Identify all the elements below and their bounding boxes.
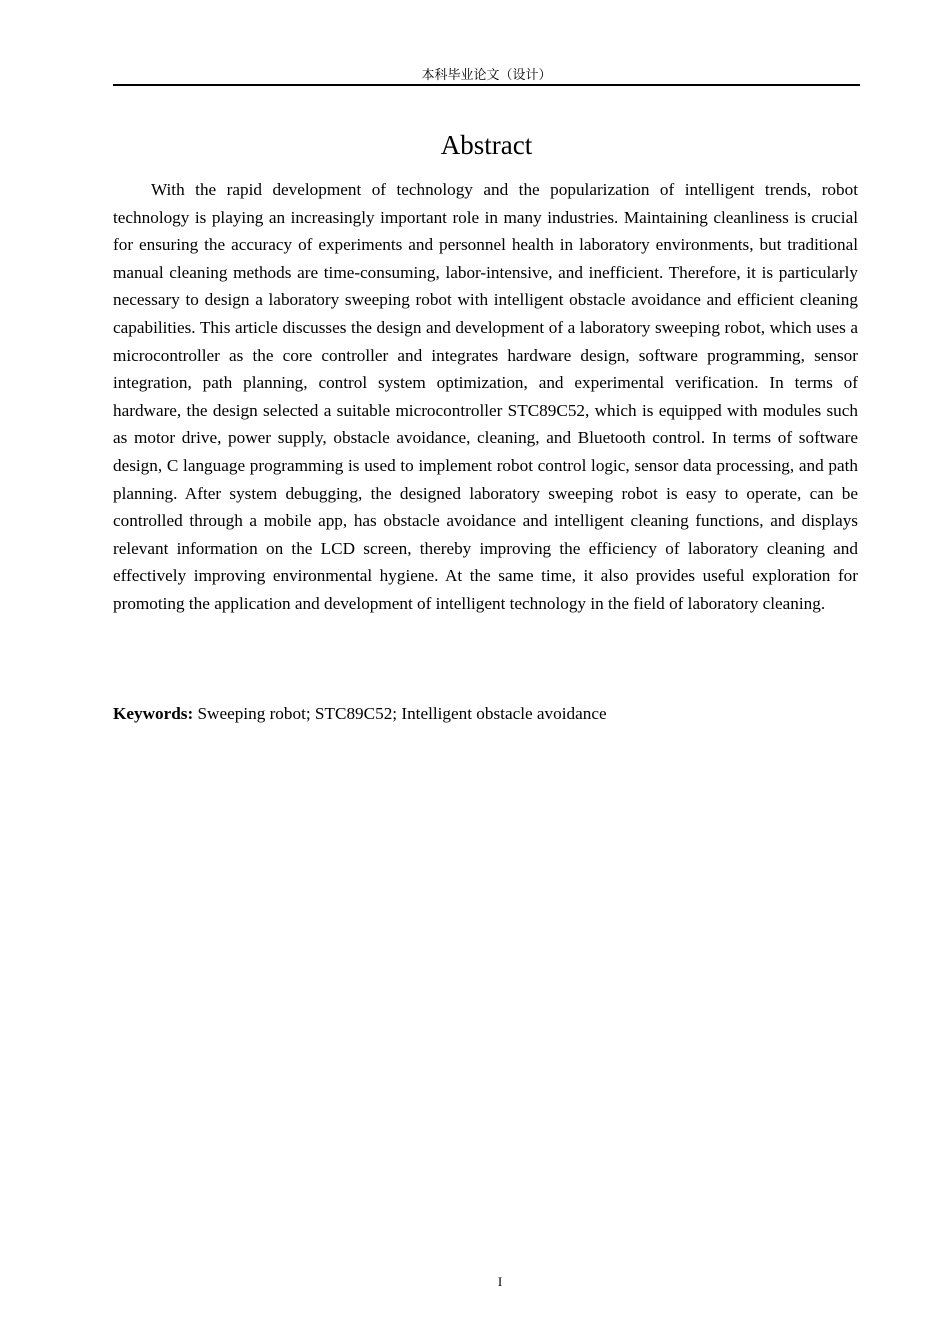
abstract-heading: Abstract <box>440 130 533 160</box>
keywords-line <box>113 700 858 728</box>
running-header <box>113 66 860 86</box>
abstract-body: With the rapid development of technology and the popularization of intelligent trends, robot technology is playing an increasingly important role in many industries. Maintaining cleanliness is crucial for ensuring the accuracy of experiments and personnel health in laboratory environments, but traditional manual cleaning methods are time-consuming, labor-intensive, and inefficient. Therefore, it is particularly necessary to design a laboratory sweeping robot with intelligent obstacle avoidance and efficient cleaning capabilities. This article discusses the design and development of a laboratory sweeping robot, which uses a microcontroller as the core controller and integrates hardware design, software programming, sensor integration, path planning, control system optimization, and experimental verification. In terms of hardware, the design selected a suitable microcontroller STC89C52, which is equipped with modules such as motor drive, power supply, obstacle avoidance, cleaning, and Bluetooth control. In terms of software design, C language programming is used to implement robot control logic, sensor data processing, and path planning. After system debugging, the designed laboratory sweeping robot is easy to operate, can be controlled through a mobile app, has obstacle avoidance and intelligent cleaning functions, and displays relevant information on the LCD screen, thereby improving the efficiency of laboratory cleaning and effectively improving environmental hygiene. At the same time, it also provides useful exploration for promoting the application and development of intelligent technology in the field of laboratory cleaning. <box>113 180 858 613</box>
page-number: I <box>497 1274 503 1289</box>
running-header-title: 本科毕业论文（设计） <box>421 68 552 83</box>
keywords-text: Sweeping robot; STC89C52; Intelligent obstacle avoidance <box>193 704 607 723</box>
keywords-label: Keywords: <box>113 704 194 723</box>
